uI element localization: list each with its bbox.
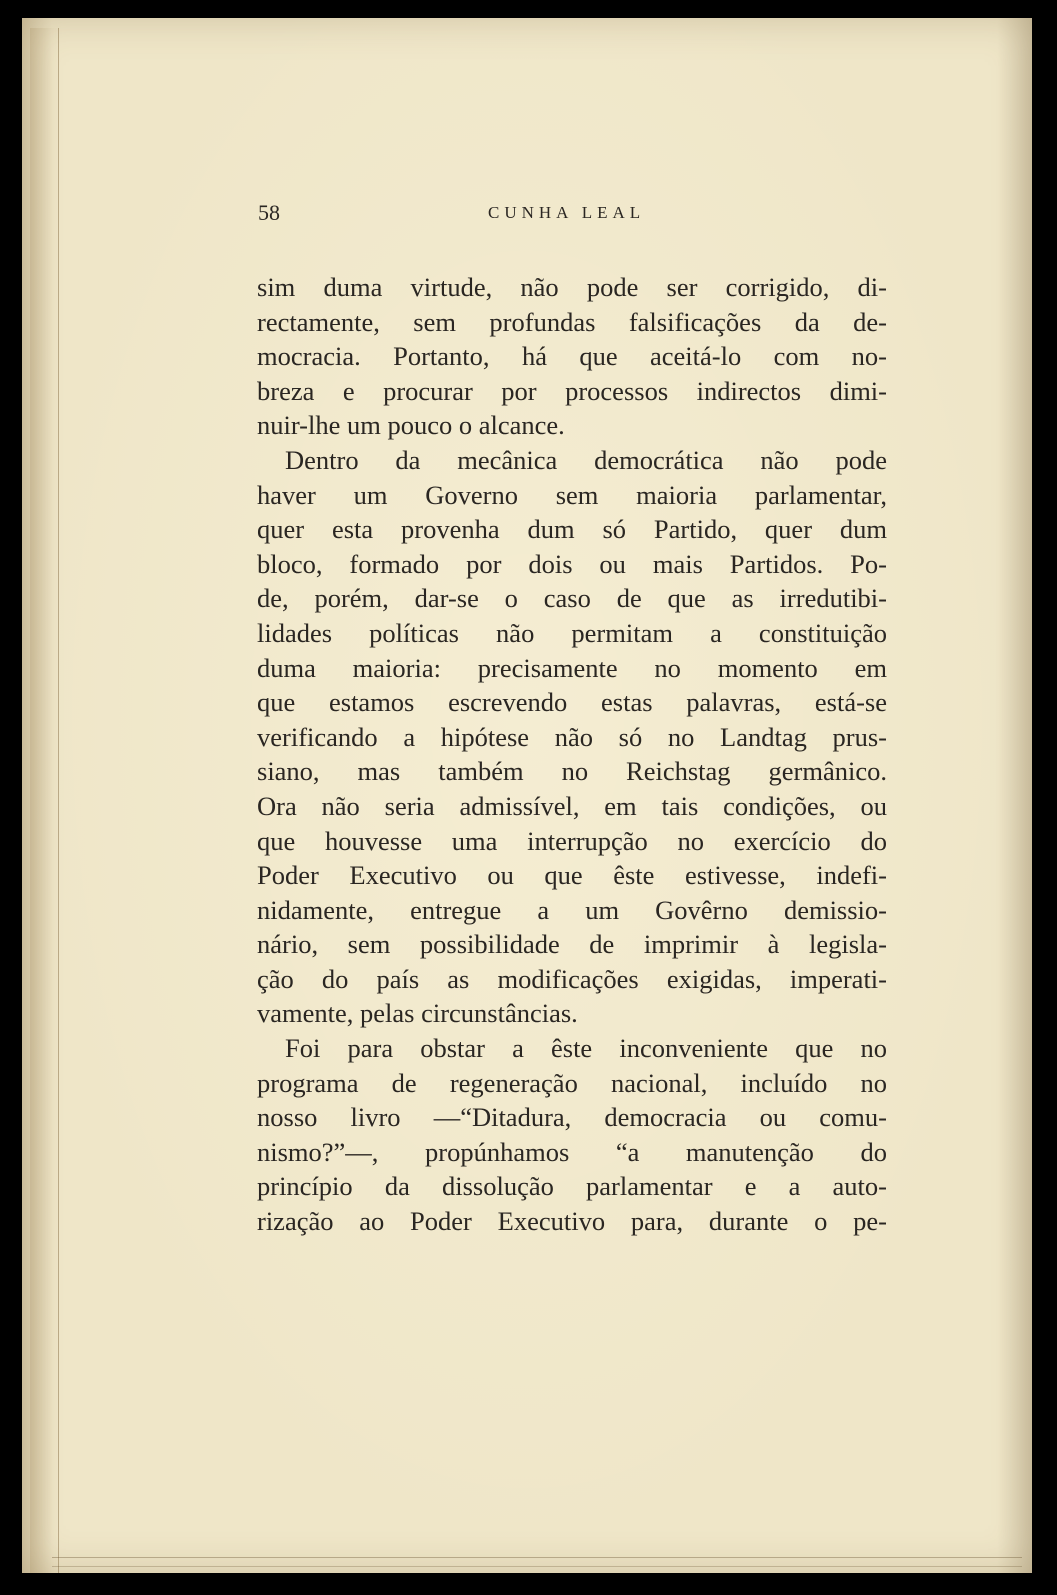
text-line: ção do país as modificações exigidas, imperati- <box>257 963 887 994</box>
text-line: haver um Governo sem maioria parlamentar, <box>257 479 887 510</box>
text-line: bloco, formado por dois ou mais Partidos. Po- <box>257 548 887 579</box>
text-line: sim duma virtude, não pode ser corrigido, di- <box>257 272 887 302</box>
running-head: CUNHA LEAL <box>488 203 646 222</box>
text-line: programa de regeneração nacional, incluído no <box>257 1067 887 1098</box>
text-line: que houvesse uma interrupção no exercício do <box>257 825 887 856</box>
paragraph-start-line: Dentro da mecânica democrática não pode <box>285 444 887 475</box>
page-edge-bottom <box>52 1557 1022 1567</box>
page-header <box>258 200 898 230</box>
text-line: de, porém, dar-se o caso de que as irredutibi- <box>257 583 887 614</box>
text-line: que estamos escrevendo estas palavras, está-se <box>257 687 887 718</box>
body-text <box>257 270 887 1239</box>
text-line: breza e procurar por processos indirectos dimi- <box>257 375 887 406</box>
text-line: rização ao Poder Executivo para, durante o pe- <box>257 1206 887 1237</box>
text-line: nismo?”—, propúnhamos “a manutenção do <box>257 1136 887 1167</box>
text-line: nuir-lhe um pouco o alcance. <box>257 410 565 441</box>
text-line: lidades políticas não permitam a constituição <box>257 617 887 648</box>
text-line: nosso livro —“Ditadura, democracia ou comu- <box>257 1102 887 1133</box>
text-line: princípio da dissolução parlamentar e a auto- <box>257 1171 887 1202</box>
paragraph-start-line: Foi para obstar a êste inconveniente que no <box>285 1033 887 1064</box>
text-line: verificando a hipótese não só no Landtag prus- <box>257 721 887 752</box>
text-line: duma maioria: precisamente no momento em <box>257 652 887 683</box>
text-line: nidamente, entregue a um Govêrno demissio- <box>257 894 887 925</box>
text-line: Poder Executivo ou que êste estivesse, indefi- <box>257 860 887 891</box>
text-line: Ora não seria admissível, em tais condições, ou <box>257 790 887 821</box>
text-line: vamente, pelas circunstâncias. <box>257 998 578 1029</box>
text-line: nário, sem possibilidade de imprimir à legisla- <box>257 929 887 960</box>
page-number: 58 <box>258 200 280 225</box>
text-line: mocracia. Portanto, há que aceitá-lo com no- <box>257 341 887 372</box>
text-line: quer esta provenha dum só Partido, quer dum <box>257 514 887 545</box>
text-line: siano, mas também no Reichstag germânico. <box>257 756 887 787</box>
page-edge-left <box>30 28 59 1573</box>
text-line: rectamente, sem profundas falsificações da de- <box>257 306 887 337</box>
